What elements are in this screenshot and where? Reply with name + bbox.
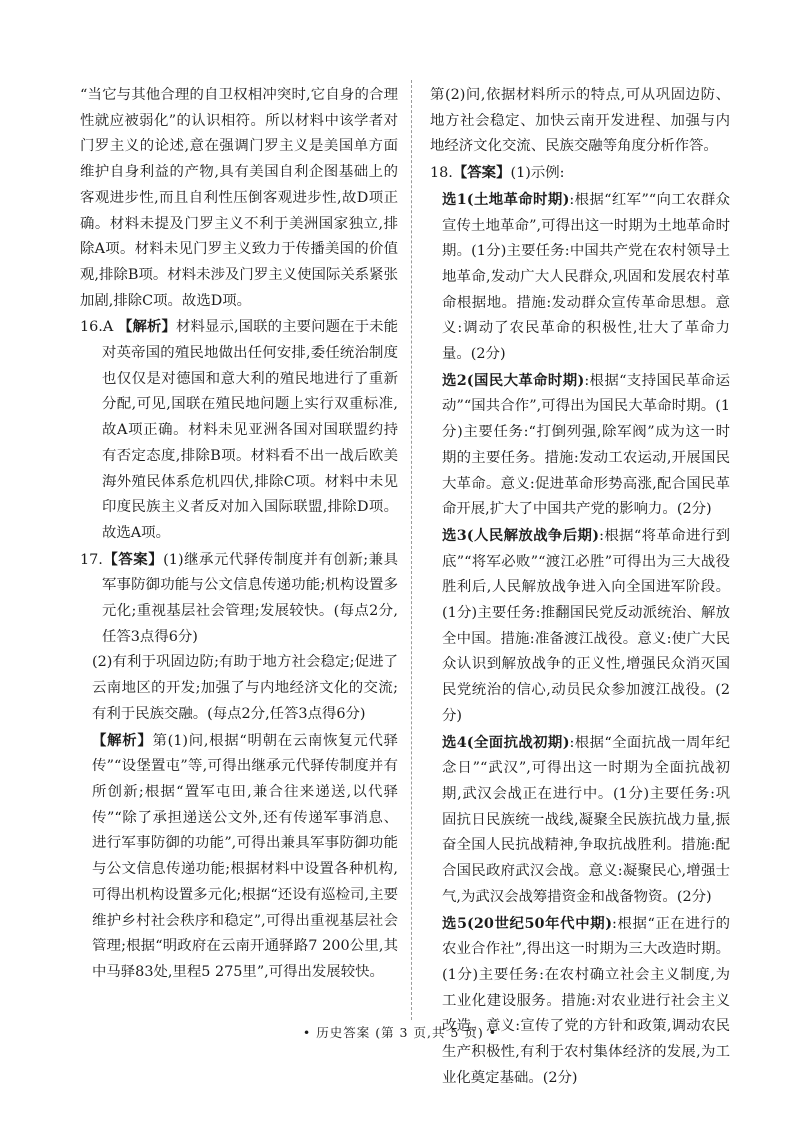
- page-footer: • 历史答案 (第 3 页,共 5 页) •: [302, 1025, 498, 1040]
- q18-answer-lead: (1)示例:: [510, 165, 565, 182]
- q18-number: 18.: [430, 165, 453, 182]
- q17-answer-text-1: (1)继承元代驿传制度并有创新;兼具军事防御功能与公文信息传递功能;机构设置多元化;重视基层社会管理;发展较快。(每点2分,任答3点得6分): [102, 551, 398, 645]
- q18-answer-heading: [430, 160, 730, 187]
- q17-analysis-text: 第(1)问,根据“明朝在云南恢复元代驿传”“设堡置屯”等,可得出继承元代驿传制度并有所创新;根据“置军屯田,兼合往来递送,以代驿传”“除了承担递送公文外,还有传递军事消息、进行军事防御的功能”,可得出兼具军事防御功能与公文信息传递功能;根据材料中设置各种机构,可得出机构设置多元化;根据“还设有巡检司,主要维护乡村社会秩序和稳定”,可得出重视基层社会管理;根据“明政府在云南开通驿路7 200公里,其中马驿83处,里程5 275里”,可得出发展较快。: [92, 732, 398, 980]
- q17-answer-part2: (2)有利于巩固边防;有助于地方社会稳定;促进了云南地区的开发;加强了与内地经济文化的交流;有利于民族交融。(每点2分,任答3点得6分): [92, 654, 398, 722]
- column-divider: [411, 80, 412, 1020]
- option-5-heading: 选5(20世纪50年代中期): [442, 914, 613, 932]
- option-4-heading: 选4(全面抗战初期): [442, 733, 570, 751]
- q18-option-2: [430, 368, 730, 523]
- q18-option-4: [430, 730, 730, 911]
- option-4-text: :根据“全面抗战一周年纪念日”“武汉”,可得出这一时期为全面抗战初期,武汉会战正在进行中。(1分)主要任务:巩固抗日民族统一战线,凝聚全民族抗战力量,振奋全国人民抗战精神,争取抗战胜利。措施:配合国民政府武汉会战。意义:凝聚民心,增强士气,为武汉会战筹措资金和战备物资。(2分): [442, 734, 730, 905]
- q16-analysis-tag: 【解析】: [117, 318, 176, 336]
- left-column: [80, 83, 398, 986]
- q15-continuation: “当它与其他合理的自卫权相冲突时,它自身的合理性就应被弱化”的认识相符。所以材料中该学者对门罗主义的论述,意在强调门罗主义是美国单方面维护自身利益的产物,具有美国自利企图基础上的客观进步性,而且自利性压倒客观进步性,故D项正确。材料未提及门罗主义不利于美洲国家独立,排除A项。材料未见门罗主义致力于传播美国的价值观,排除B项。材料未涉及门罗主义使国际关系紧张加剧,排除C项。故选D项。: [80, 87, 398, 309]
- option-5-text: :根据“正在进行的农业合作社”,得出这一时期为三大改造时期。(1分)主要任务:在农村确立社会主义制度,为工业化建设服务。措施:对农业进行社会主义改造。意义:宣传了党的方针和政策,调动农民生产积极性,有利于农村集体经济的发展,为工业化奠定基础。(2分): [442, 915, 730, 1086]
- q18-answer-tag: 【答案】: [452, 164, 511, 182]
- q16-answer: [80, 314, 398, 546]
- option-2-text: :根据“支持国民革命运动”“国共合作”,可得出为国民大革命时期。(1分)主要任务:“打倒列强,除军阀”成为这一时期的主要任务。措施:发动工农运动,开展国民大革命。意义:促进革命形势高涨,配合国民革命开展,扩大了中国共产党的影响力。(2分): [442, 372, 730, 518]
- right-column: [430, 83, 730, 1091]
- q18-option-5: [430, 911, 730, 1092]
- option-3-heading: 选3(人民解放战争后期): [442, 526, 600, 544]
- q17-answer-part1: [80, 547, 398, 651]
- q17-analysis: [80, 728, 398, 986]
- q17-answer-tag: 【答案】: [102, 550, 164, 568]
- q16-number: 16.A: [80, 319, 114, 336]
- option-3-text: :根据“将革命进行到底”“将军必败”“渡江必胜”可得出为三大战役胜利后,人民解放战争进入向全国进军阶段。(1分)主要任务:推翻国民党反动派统治、解放全中国。措施:准备渡江战役。意义:使广大民众认识到解放战争的正义性,增强民众消灭国民党统治的信心,动员民众参加渡江战役。(2分): [442, 527, 730, 724]
- option-1-text: :根据“红军”“向工农群众宣传土地革命”,可得出这一时期为土地革命时期。(1分)主要任务:中国共产党在农村领导土地革命,发动广大人民群众,巩固和发展农村革命根据地。措施:发动群众宣传革命思想。意义:调动了农民革命的积极性,壮大了革命力量。(2分): [442, 191, 731, 363]
- q17-number: 17.: [80, 551, 103, 568]
- q16-analysis-text: 材料显示,国联的主要问题在于未能对英帝国的殖民地做出任何安排,委任统治制度也仅仅是对德国和意大利的殖民地进行了重新分配,可见,国联在殖民地问题上实行双重标准,故A项正确。材料未见亚洲各国对国联盟约持有否定态度,排除B项。材料看不出一战后欧美海外殖民体系危机四伏,排除C项。材料中未见印度民族主义者反对加入国际联盟,排除D项。故选A项。: [102, 319, 398, 541]
- option-2-heading: 选2(国民大革命时期): [442, 371, 585, 389]
- q17-analysis-continuation: 第(2)问,依据材料所示的特点,可从巩固边防、地方社会稳定、加快云南开发进程、加强与内地经济文化交流、民族交融等角度分析作答。: [430, 87, 730, 155]
- q17-answer: [80, 547, 398, 986]
- q18-option-1: [430, 187, 730, 368]
- q17-analysis-tag: 【解析】: [92, 731, 153, 749]
- option-1-heading: 选1(土地革命时期): [442, 190, 570, 208]
- q18-option-3: [430, 523, 730, 730]
